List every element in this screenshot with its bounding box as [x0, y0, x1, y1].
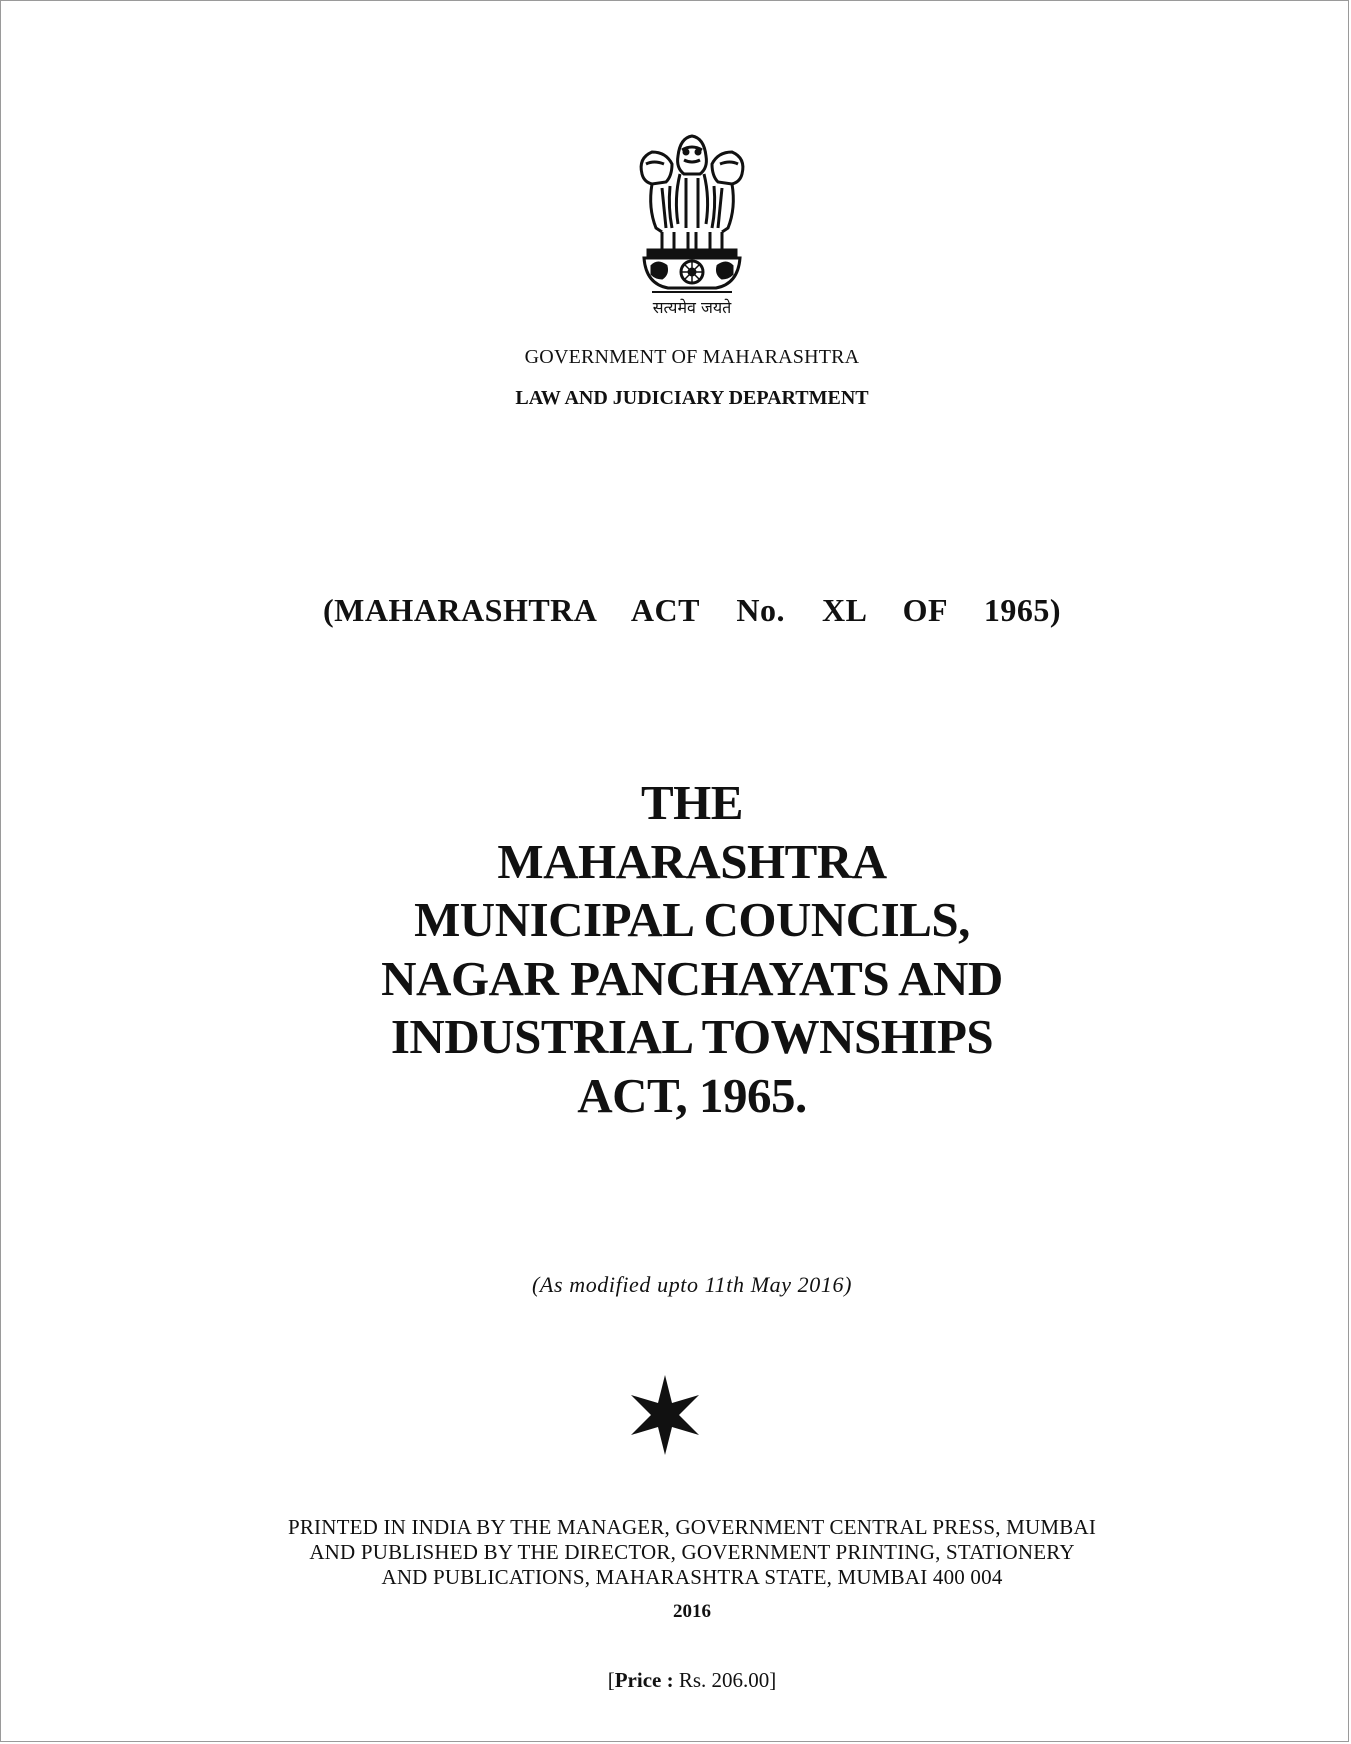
title-line: THE — [641, 775, 743, 830]
price-bracket-close: ] — [769, 1668, 777, 1692]
act-number: (MAHARASHTRA ACT No. XL OF 1965) — [322, 592, 1062, 628]
government-heading: GOVERNMENT OF MAHARASHTRA — [524, 346, 860, 368]
price — [0, 1668, 1351, 1693]
publication-year: 2016 — [673, 1601, 711, 1622]
star-icon — [627, 1375, 703, 1455]
title-line: ACT, 1965. — [577, 1067, 807, 1123]
department-heading: LAW AND JUDICIARY DEPARTMENT — [515, 387, 869, 409]
imprint-line: PRINTED IN INDIA BY THE MANAGER, GOVERNMENT CENTRAL PRESS, MUMBAI — [287, 1515, 1097, 1539]
price-label: Price : — [614, 1668, 674, 1692]
price-bracket-open: [ — [607, 1668, 615, 1692]
printer-imprint — [0, 1515, 1351, 1590]
title-line: MAHARASHTRA — [497, 833, 887, 889]
imprint-line: AND PUBLICATIONS, MAHARASHTRA STATE, MUMBAI 400 004 — [381, 1565, 1003, 1589]
imprint-line: AND PUBLISHED BY THE DIRECTOR, GOVERNMENT PRINTING, STATIONERY — [309, 1540, 1075, 1564]
modification-note: (As modified upto 11th May 2016) — [531, 1272, 853, 1297]
title-line: NAGAR PANCHAYATS AND — [381, 950, 1003, 1006]
emblem-motto: सत्यमेव जयते — [652, 298, 732, 317]
price-value: Rs. 206.00 — [673, 1668, 770, 1692]
title-line: INDUSTRIAL TOWNSHIPS — [390, 1009, 994, 1064]
act-title — [0, 774, 1351, 1125]
title-line: MUNICIPAL COUNCILS, — [414, 892, 970, 947]
